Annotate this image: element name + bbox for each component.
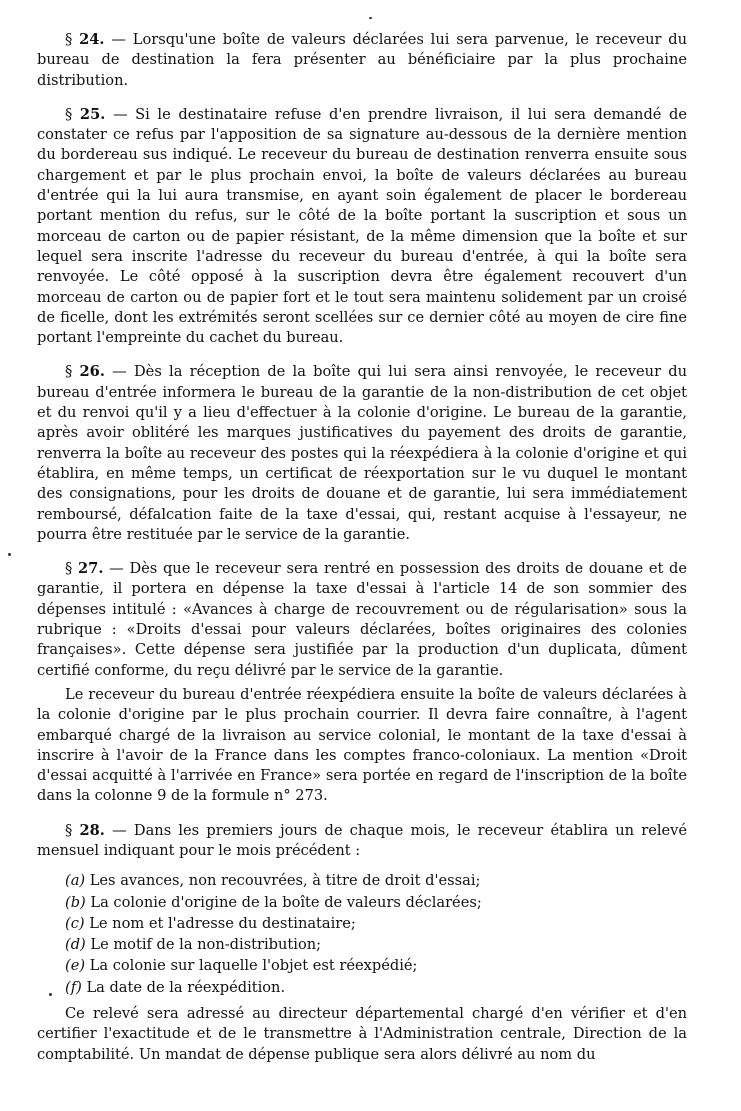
list-item <box>37 871 687 891</box>
list-text: Les avances, non recouvrées, à titre de droit d'essai; <box>89 872 481 890</box>
paragraph-section-27-continued <box>37 685 687 807</box>
paragraph-section-27 <box>37 559 687 681</box>
section-sign: § <box>65 363 73 381</box>
paragraph-text: Ce relevé sera adressé au directeur départemental chargé d'en vérifier et d'en certifier l'exactitude et de le transmettre à l'Administration centrale, Direction de la comptabilité. Un mandat de dépense publique sera alors délivré au nom du <box>37 1005 687 1063</box>
list-item <box>37 956 687 976</box>
list-marker: (d) <box>65 936 86 954</box>
paper-speck <box>369 17 372 19</box>
document-body <box>37 30 687 1079</box>
section-number: 25. <box>79 105 106 123</box>
paragraph-section-25 <box>37 105 687 349</box>
section-number: 24. <box>79 31 105 48</box>
paragraph-text: Lorsqu'une boîte de valeurs déclarées lui sera parvenue, le receveur du bureau de destination la fera présenter au bénéficiaire par la plus prochaine distribution. <box>37 31 688 89</box>
list-text: Le motif de la non-distribution; <box>90 936 322 954</box>
list-text: La date de la réexpédition. <box>86 978 286 996</box>
section-number: 27. <box>78 560 104 578</box>
list-marker: (b) <box>65 893 86 911</box>
list-item <box>37 978 687 998</box>
list-item <box>37 893 687 913</box>
section-sign: § <box>65 105 73 123</box>
paragraph-text: Si le destinataire refuse d'en prendre livraison, il lui sera demandé de constater ce refus par l'apposition de sa signature au-dessous de la dernière mention du bordereau sus indiqué. Le receveur du bureau de destination renverra ensuite sous chargement et par le plus prochain envoi, la boîte de valeurs déclarées au bureau d'entrée qui la lui aura transmise, en ayant soin également de placer le bordereau portant mention du refus, sur le côté de la boîte portant la suscription et sous un morceau de carton ou de papier résistant, de la même dimension que la boîte et sur lequel sera inscrite l'adresse du receveur du bureau d'entrée, à qui la boîte sera renvoyée. Le côté opposé à la suscription devra être également recouvert d'un morceau de carton ou de papier fort et le tout sera maintenu solidement par un croisé de ficelle, dont les extrémités seront scellées sur ce dernier côté au moyen de cire fine portant l'empreinte du cachet du bureau. <box>37 105 688 347</box>
list-text: La colonie sur laquelle l'objet est réexpédié; <box>89 957 418 975</box>
list-marker: (f) <box>65 978 82 996</box>
section-sign: § <box>65 821 73 839</box>
enumerated-list <box>37 871 687 998</box>
list-text: La colonie d'origine de la boîte de valeurs déclarées; <box>90 893 482 911</box>
closing-paragraph <box>37 1004 687 1065</box>
section-dash: — <box>111 31 126 48</box>
section-number: 26. <box>79 363 105 381</box>
section-dash: — <box>112 105 128 123</box>
list-item <box>37 935 687 955</box>
section-sign: § <box>65 560 73 578</box>
paragraph-section-28 <box>37 821 687 862</box>
paper-speck <box>8 553 11 556</box>
list-item <box>37 914 687 934</box>
section-sign: § <box>65 31 73 48</box>
paragraph-section-24 <box>37 30 687 91</box>
paragraph-text: Dans les premiers jours de chaque mois, le receveur établira un relevé mensuel indiquant pour le mois précédent : <box>37 821 688 859</box>
section-dash: — <box>109 560 124 578</box>
list-text: Le nom et l'adresse du destinataire; <box>89 914 356 932</box>
list-marker: (e) <box>65 957 86 975</box>
section-dash: — <box>112 363 127 381</box>
paragraph-section-26 <box>37 362 687 545</box>
list-marker: (a) <box>65 872 86 890</box>
section-dash: — <box>112 821 127 839</box>
list-marker: (c) <box>65 914 85 932</box>
paragraph-text: Dès la réception de la boîte qui lui sera ainsi renvoyée, le receveur du bureau d'entrée informera le bureau de la garantie de la non-distribution de cet objet et du renvoi qu'il y a lieu d'effectuer à la colonie d'origine. Le bureau de la garantie, après avoir oblitéré les marques justificatives du payement des droits de garantie, renverra la boîte au receveur des postes qui la réexpédiera à la colonie d'origine et qui établira, en même temps, un certificat de réexportation sur le vu duquel le montant des consignations, pour les droits de douane et de garantie, lui sera immédiatement remboursé, défalcation faite de la taxe d'essai, qui, restant acquise à l'essayeur, ne pourra être restituée par le service de la garantie. <box>37 363 688 543</box>
paragraph-text: Le receveur du bureau d'entrée réexpédiera ensuite la boîte de valeurs déclarées à la colonie d'origine par le plus prochain courrier. Il devra faire connaître, à l'agent embarqué chargé de la livraison au service colonial, le montant de la taxe d'essai à inscrire à l'avoir de la France dans les comptes franco-coloniaux. La mention «Droit d'essai acquitté à l'arrivée en France» sera portée en regard de l'inscription de la boîte dans la colonne 9 de la formule n° 273. <box>37 685 687 805</box>
section-number: 28. <box>79 821 105 839</box>
paragraph-text: Dès que le receveur sera rentré en possession des droits de douane et de garantie, il portera en dépense la taxe d'essai à l'article 14 de son sommier des dépenses intitulé : «Avances à charge de recouvrement ou de régularisation» sous la rubrique : «Droits d'essai pour valeurs déclarées, boîtes originaires des colonies françaises». Cette dépense sera justifiée par la production d'un duplicata, dûment certifié conforme, du reçu délivré par le service de la garantie. <box>37 560 688 679</box>
